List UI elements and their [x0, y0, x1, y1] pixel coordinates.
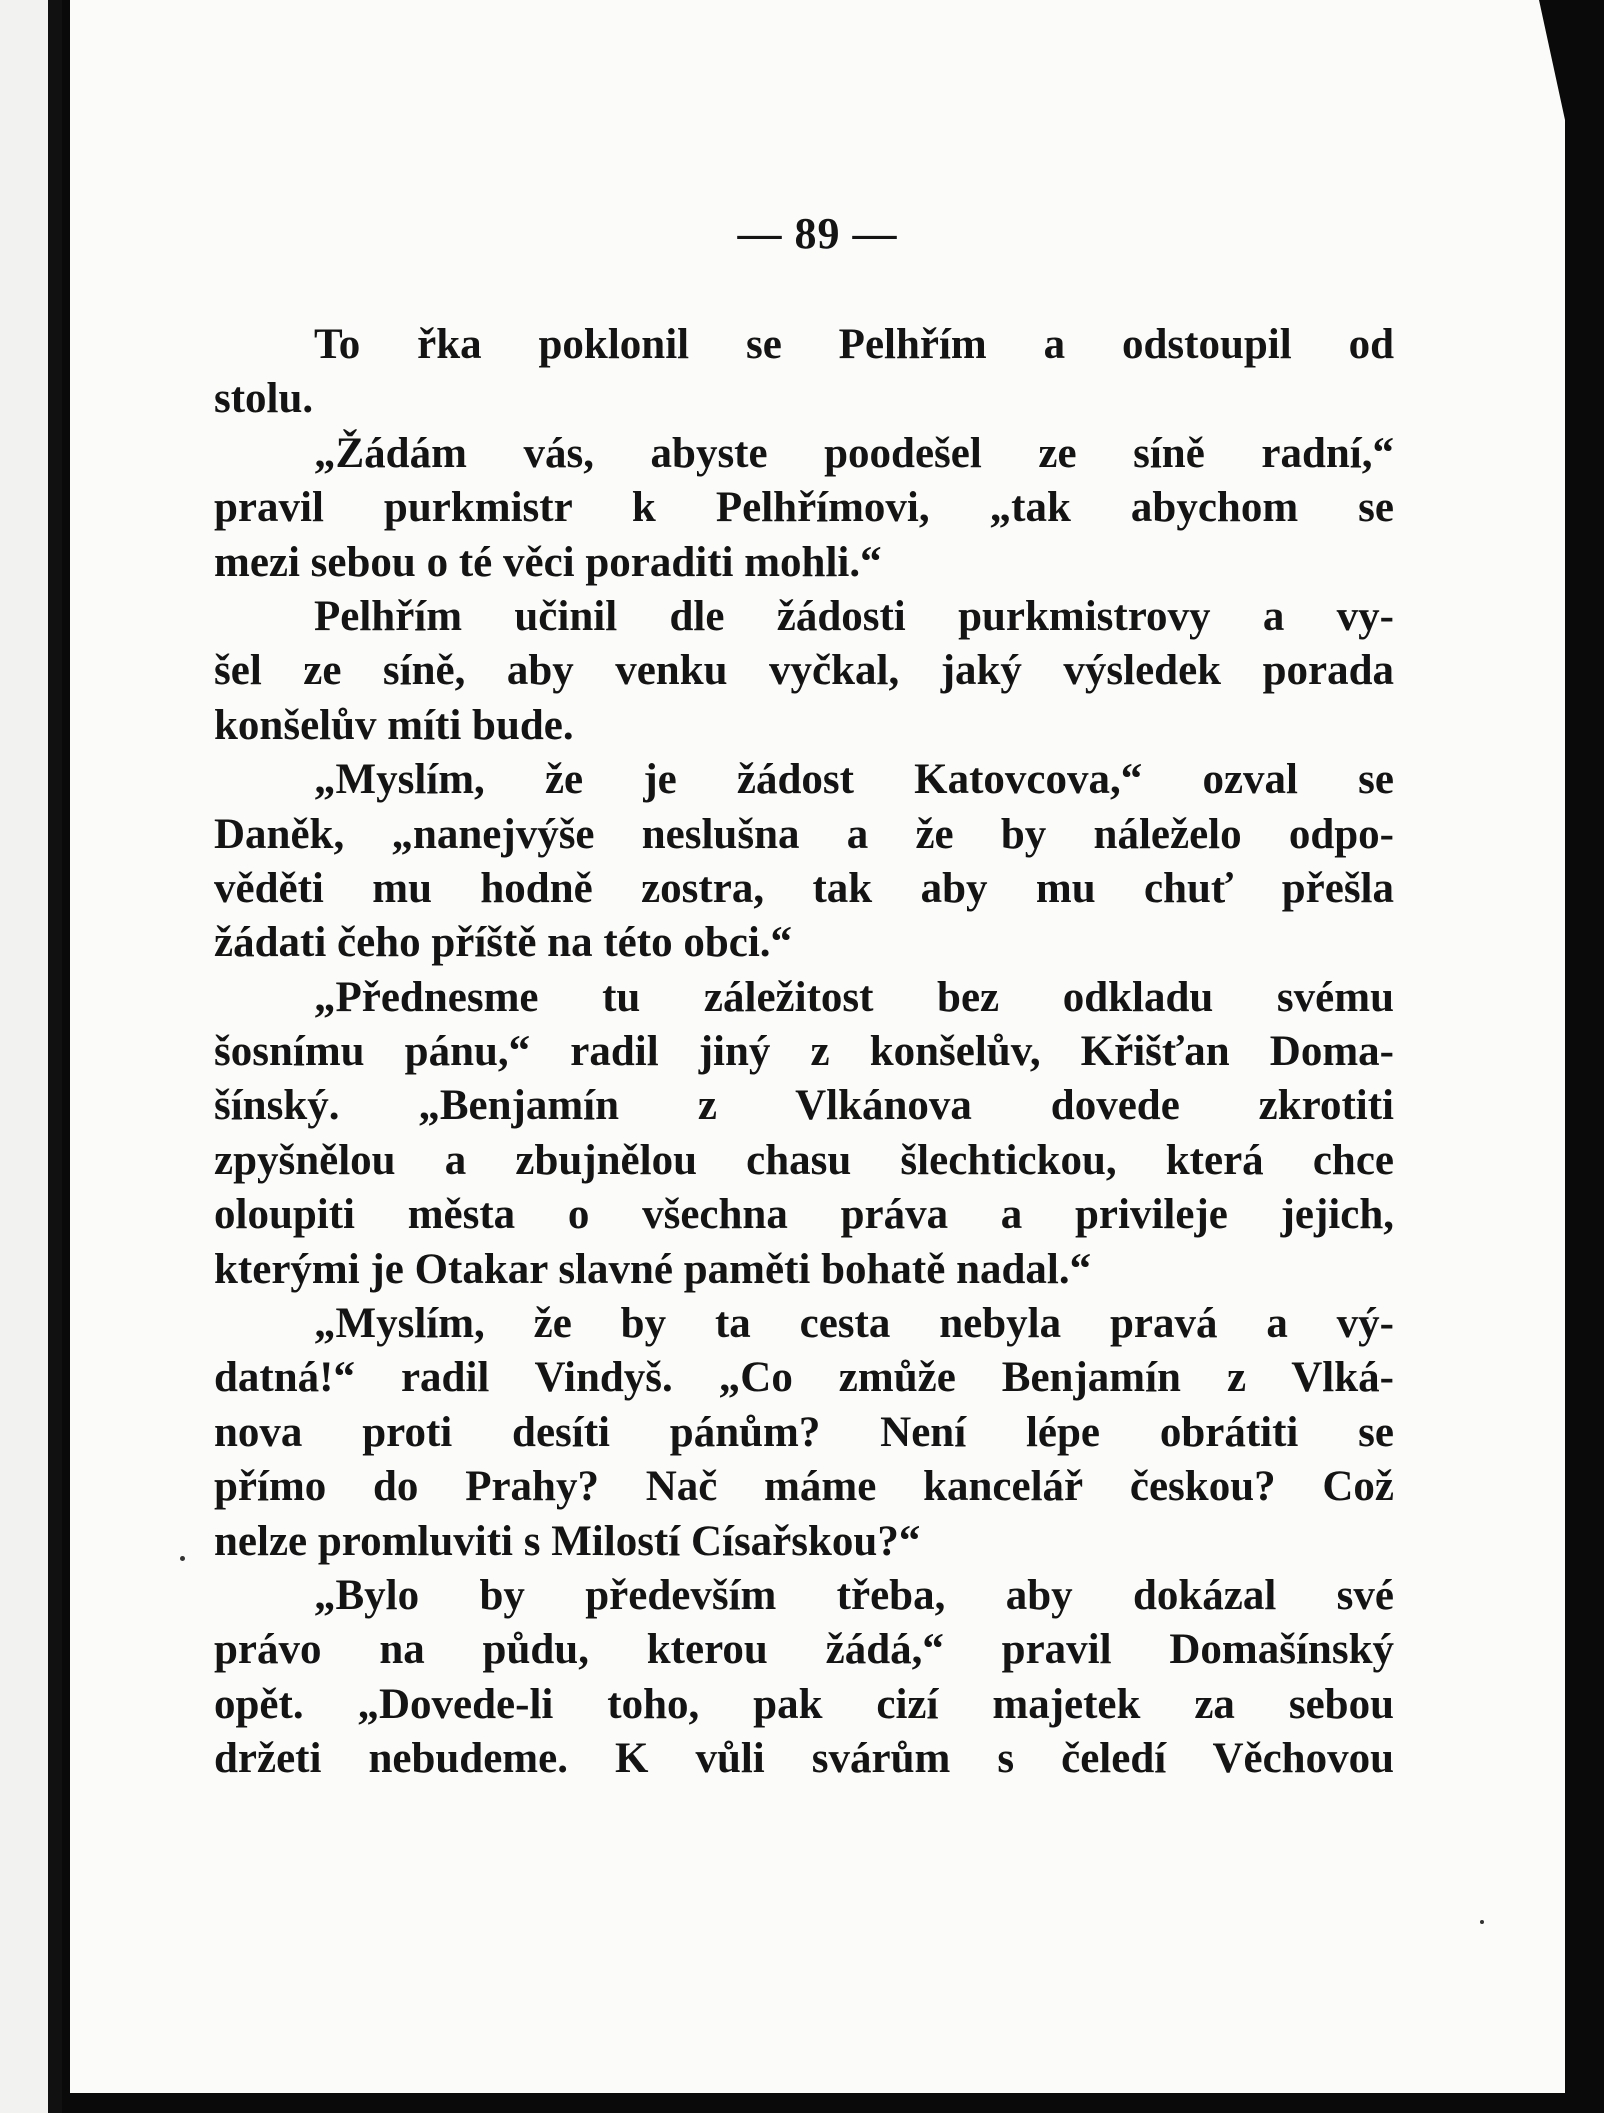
page-corner-fold	[1539, 0, 1565, 120]
text-line: „Myslím, že by ta cesta nebyla pravá a vý-	[314, 1300, 1394, 1348]
text-line: právo na půdu, kterou žádá,“ pravil Domašínský	[214, 1626, 1394, 1674]
text-line: stolu.	[214, 375, 314, 423]
binding-shadow	[48, 0, 62, 2113]
text-line: oloupiti města o všechna práva a privileje jejich,	[214, 1191, 1394, 1239]
text-line: Daněk, „nanejvýše neslušna a že by náleželo odpo-	[214, 810, 1394, 858]
text-line: šínský. „Benjamín z Vlkánova dovede zkrotiti	[214, 1082, 1394, 1130]
ink-speck	[180, 1556, 185, 1561]
text-line: šel ze síně, aby venku vyčkal, jaký výsledek porada	[214, 647, 1394, 695]
text-line: věděti mu hodně zostra, tak aby mu chuť přešla	[214, 864, 1394, 912]
page-number: — 89 —	[737, 209, 898, 258]
text-line: „Přednesme tu záležitost bez odkladu svému	[314, 973, 1394, 1021]
text-line: „Myslím, že je žádost Katovcova,“ ozval se	[314, 756, 1394, 804]
book-page	[70, 0, 1565, 2093]
text-line: nova proti desíti pánům? Není lépe obrátiti se	[214, 1408, 1394, 1456]
text-line: šosnímu pánu,“ radil jiný z konšelův, Křišťan Doma-	[214, 1028, 1394, 1076]
text-line: nelze promluviti s Milostí Císařskou?“	[214, 1517, 921, 1565]
body-text	[214, 318, 1394, 1787]
text-line: opět. „Dovede-li toho, pak cizí majetek za sebou	[214, 1680, 1394, 1728]
text-line: mezi sebou o té věci poraditi mohli.“	[214, 538, 882, 586]
ink-speck	[1480, 1920, 1484, 1924]
text-line: pravil purkmistr k Pelhřímovi, „tak abychom se	[214, 484, 1394, 532]
text-line: zpyšnělou a zbujnělou chasu šlechtickou, která chce	[214, 1136, 1394, 1184]
text-line: držeti nebudeme. K vůli svárům s čeledí Věchovou	[214, 1735, 1394, 1783]
text-line: žádati čeho příště na této obci.“	[214, 919, 793, 967]
text-line: To řka poklonil se Pelhřím a odstoupil od	[314, 321, 1394, 368]
text-line: přímo do Prahy? Nač máme kancelář českou? Což	[214, 1463, 1394, 1511]
text-line: datná!“ radil Vindyš. „Co zmůže Benjamín z Vlká-	[214, 1354, 1394, 1402]
text-line: Pelhřím učinil dle žádosti purkmistrovy a vy-	[314, 592, 1394, 640]
text-line: „Bylo by především třeba, aby dokázal své	[314, 1571, 1394, 1619]
text-line: kterými je Otakar slavné paměti bohatě nadal.“	[214, 1245, 1092, 1293]
text-line: konšelův míti bude.	[214, 701, 574, 749]
text-line: „Žádám vás, abyste poodešel ze síně radní,“	[314, 429, 1394, 477]
